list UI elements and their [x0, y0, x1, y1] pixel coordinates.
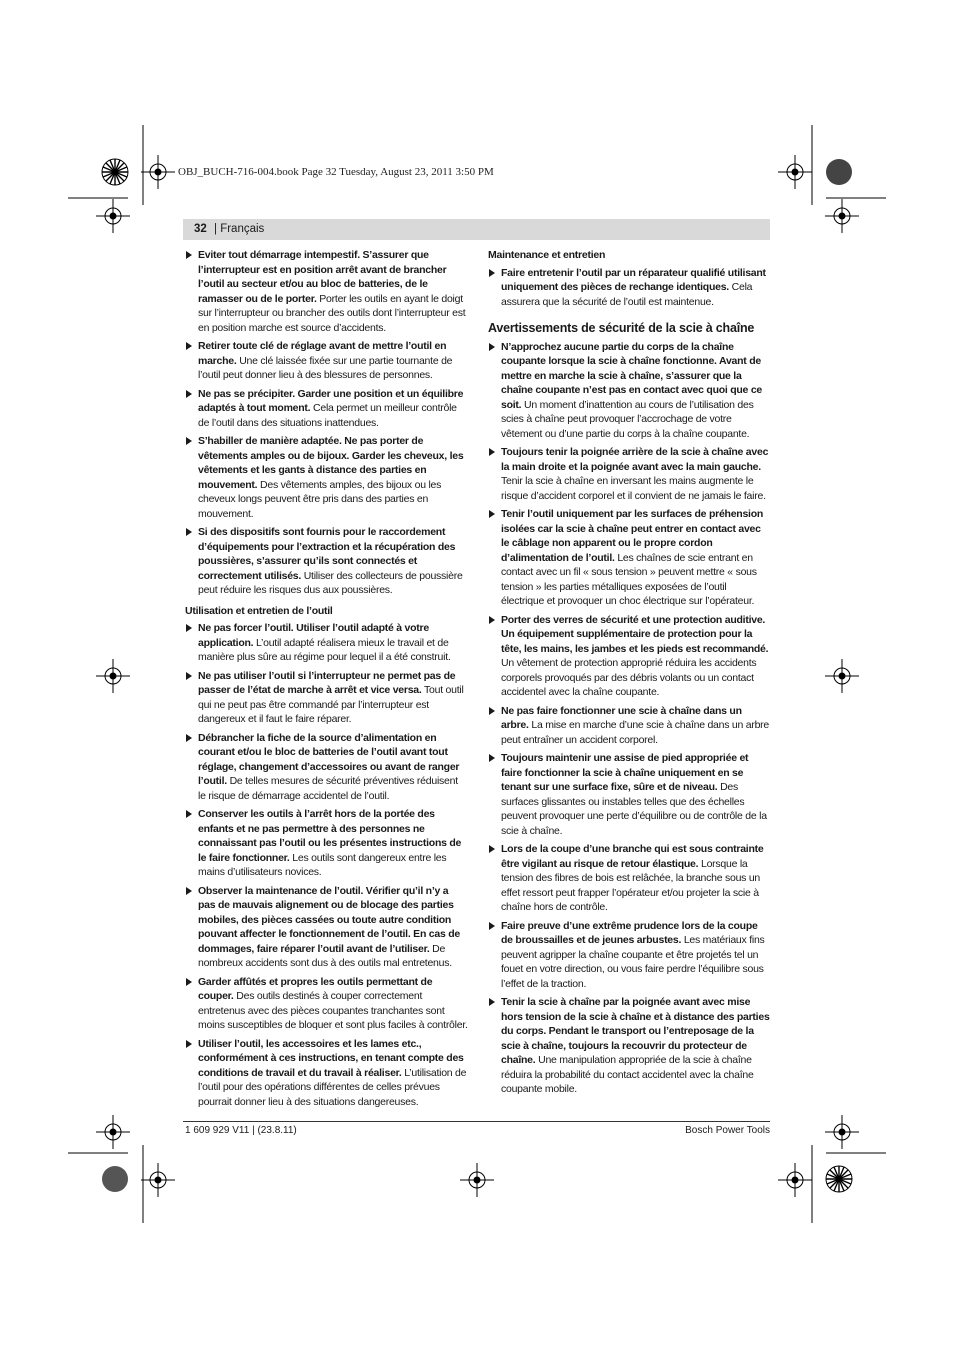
bullet-bold-text: Toujours tenir la poignée arrière de la scie à chaîne avec la main droite et la poignée avant avec la main gauche.: [501, 446, 769, 473]
left-column: [185, 248, 468, 1113]
crosshair-icon: [778, 1163, 812, 1197]
footer-brand: Bosch Power Tools: [685, 1125, 770, 1136]
bullet-triangle-icon: [489, 343, 495, 351]
subheading: Utilisation et entretien de l’outil: [185, 604, 333, 617]
print-slug: OBJ_BUCH-716-004.book Page 32 Tuesday, August 23, 2011 3:50 PM: [178, 166, 494, 178]
crosshair-icon: [778, 155, 812, 189]
bullet-bold-text: Si des dispositifs sont fournis pour le raccordement d’équipements pour l’extraction et la récupération des poussières, s’assurer qu’ils sont connectés et correctement utilisés.: [198, 526, 456, 582]
bullet-item: [488, 266, 771, 310]
bullet-bold-text: Retirer toute clé de réglage avant de mettre l’outil en marche.: [198, 340, 447, 367]
bullet-bold-text: Ne pas forcer l’outil. Utiliser l’outil adapté à votre application.: [198, 622, 429, 649]
bullet-item: [185, 807, 468, 880]
bullet-triangle-icon: [186, 624, 192, 632]
bullet-triangle-icon: [489, 448, 495, 456]
bullet-item: [185, 387, 468, 431]
bullet-body-text: Lorsque la tension des fibres de bois est relâchée, la branche sous un effet ressort peut frapper l’opérateur et/ou projeter la scie à chaîne hors de contrôle.: [501, 857, 761, 913]
bullet-item: [488, 507, 771, 609]
bullet-triangle-icon: [489, 922, 495, 930]
bullet-triangle-icon: [186, 1040, 192, 1048]
bullet-body-text: Porter les outils en ayant le doigt sur l’interrupteur ou brancher des outils dont l’interrupteur est en position marche est source d’accidents.: [198, 292, 466, 334]
bullet-bold-text: Toujours maintenir une assise de pied appropriée et faire fonctionner la scie à chaîne uniquement en se tenant sur une surface fixe, sûre et de niveau.: [501, 752, 749, 793]
bullet-item: [185, 248, 468, 335]
bullet-triangle-icon: [186, 734, 192, 742]
bullet-item: [488, 995, 771, 1097]
bullet-body-text: Les matériaux fins peuvent agripper la chaîne coupante et être projetés tel un fouet en votre direction, ou vous faire perdre l’équilibre sous l’effet de la traction.: [501, 934, 765, 990]
bullet-item: [185, 1037, 468, 1110]
header-language: | Français: [214, 223, 265, 235]
bullet-item: [185, 621, 468, 665]
bullet-bold-text: Débrancher la fiche de la source d’alimentation en courant et/ou le bloc de batteries de l’outil avant tout réglage, changement d’accessoires ou avant de ranger l’outil.: [198, 731, 460, 787]
footer-rule: [183, 1121, 770, 1122]
bullet-bold-text: Ne pas faire fonctionner une scie à chaîne dans un arbre.: [501, 704, 742, 731]
registration-dot-icon: [101, 1165, 129, 1193]
bullet-item: [185, 731, 468, 804]
registration-wheel-icon: [825, 1165, 853, 1193]
bullet-triangle-icon: [186, 390, 192, 398]
crosshair-icon: [96, 199, 130, 233]
bullet-triangle-icon: [186, 437, 192, 445]
bullet-triangle-icon: [489, 616, 495, 624]
bullet-triangle-icon: [489, 510, 495, 518]
right-column: [488, 248, 771, 1101]
bullet-bold-text: N’approchez aucune partie du corps de la chaîne coupante lorsque la scie à chaîne fonctionne. Avant de mettre en marche la scie à chaîne, s’assurer que la chaîne coupante n’est pas en contact avec quoi que ce soit.: [501, 340, 762, 411]
crosshair-icon: [141, 155, 175, 189]
crosshair-icon: [460, 1163, 494, 1197]
bullet-body-text: Tout outil qui ne peut pas être commandé par l’interrupteur est dangereux et il faut le faire réparer.: [198, 684, 464, 725]
bullet-item: [185, 975, 468, 1033]
bullet-item: [488, 340, 771, 442]
bullet-item: [488, 613, 771, 700]
bullet-triangle-icon: [489, 707, 495, 715]
section-heading: Avertissements de sécurité de la scie à chaîne: [488, 321, 755, 335]
bullet-item: [185, 525, 468, 598]
bullet-triangle-icon: [186, 978, 192, 986]
bullet-bold-text: Faire entretenir l’outil par un réparateur qualifié utilisant uniquement des pièces de rechange identiques.: [501, 266, 766, 293]
crosshair-icon: [141, 1163, 175, 1197]
crosshair-icon: [96, 659, 130, 693]
bullet-item: [488, 919, 771, 992]
bullet-body-text: Un vêtement de protection approprié réduira les accidents corporels provoqués par des débris volants ou un contact accidentel avec la chaîne coupante.: [501, 657, 757, 698]
bullet-item: [185, 669, 468, 727]
bullet-triangle-icon: [489, 845, 495, 853]
bullet-bold-text: Ne pas se précipiter. Garder une position et un équilibre adaptés à tout moment.: [198, 387, 464, 414]
bullet-bold-text: Utiliser l’outil, les accessoires et les lames etc., conformément à ces instructions, en tenant compte des conditions de travail et du travail à réaliser.: [198, 1037, 464, 1079]
crosshair-icon: [96, 1115, 130, 1149]
bullet-item: [185, 884, 468, 971]
bullet-bold-text: Lors de la coupe d’une branche qui est sous contrainte être vigilant au risque de retour élastique.: [501, 843, 764, 870]
bullet-bold-text: Tenir la scie à chaîne par la poignée avant avec mise hors tension de la scie à chaîne et à distance des parties du corps. Pendant le transport ou l’entreposage de la scie à chaîne, toujours la recouvrir du protecteur de chaîne.: [501, 996, 770, 1066]
bullet-body-text: Une clé laissée fixée sur une partie tournante de l’outil peut donner lieu à des blessures de personnes.: [198, 354, 453, 381]
bullet-bold-text: Porter des verres de sécurité et une protection auditive. Un équipement supplémentaire de protection pour la tête, les mains, les jambes et les pieds est recommandé.: [501, 613, 769, 655]
bullet-triangle-icon: [489, 269, 495, 277]
bullet-bold-text: Eviter tout démarrage intempestif. S’assurer que l’interrupteur est en position arrêt avant de brancher l’outil au secteur et/ou au bloc de batteries, de le ramasser ou de le porter.: [198, 249, 447, 305]
bullet-bold-text: Observer la maintenance de l’outil. Vérifier qu’il n’y a pas de mauvais alignement ou de blocage des parties mobiles, des pièces cassées ou toute autre condition pouvant affecter le fonctionnement de l’outil. En cas de dommages, faire réparer l’outil avant de l’utiliser.: [198, 884, 460, 955]
crosshair-icon: [825, 1115, 859, 1149]
bullet-body-text: Une manipulation appropriée de la scie à chaîne réduira la probabilité du contact accidentel avec la chaîne coupante mobile.: [501, 1054, 754, 1095]
bullet-triangle-icon: [186, 528, 192, 536]
bullet-triangle-icon: [489, 754, 495, 762]
bullet-bold-text: S’habiller de manière adaptée. Ne pas porter de vêtements amples ou de bijoux. Garder les cheveux, les vêtements et les gants à distance des parties en mouvement.: [198, 435, 464, 491]
bullet-triangle-icon: [186, 887, 192, 895]
bullet-body-text: Tenir la scie à chaîne en inversant les mains augmente le risque d’accident corporel et il convient de ne jamais le faire.: [501, 475, 766, 502]
bullet-triangle-icon: [186, 342, 192, 350]
bullet-body-text: De nombreux accidents sont dus à des outils mal entretenus.: [198, 942, 452, 969]
page-number: 32: [194, 223, 207, 235]
page-header: [183, 219, 770, 240]
bullet-body-text: Les outils sont dangereux entre les mains d’utilisateurs novices.: [198, 851, 447, 878]
bullet-body-text: De telles mesures de sécurité préventives réduisent le risque de démarrage accidentel de l’outil.: [198, 775, 458, 802]
bullet-body-text: Les chaînes de scie entrant en contact avec un fil « sous tension » peuvent mettre « sous tension » les parties métalliques exposées de l’outil électrique et provoquer un choc électrique sur l’opérateur.: [501, 551, 757, 607]
bullet-body-text: L’utilisation de l’outil pour des opérations différentes de celles prévues pourrait donner lieu à des situations dangereuses.: [198, 1066, 467, 1108]
bullet-bold-text: Garder affûtés et propres les outils permettant de couper.: [198, 975, 433, 1002]
bullet-body-text: La mise en marche d’une scie à chaîne dans un arbre peut entraîner un accident corporel.: [501, 719, 770, 746]
bullet-body-text: L’outil adapté réalisera mieux le travail et de manière plus sûre au régime pour lequel il a été construit.: [198, 636, 451, 663]
bullet-triangle-icon: [186, 251, 192, 259]
bullet-body-text: Des vêtements amples, des bijoux ou les cheveux longs peuvent être pris dans des parties en mouvement.: [198, 478, 442, 520]
bullet-bold-text: Faire preuve d’une extrême prudence lors de la coupe de broussailles et de jeunes arbustes.: [501, 919, 758, 946]
bullet-bold-text: Ne pas utiliser l’outil si l’interrupteur ne permet pas de passer de l’état de marche à arrêt et vice versa.: [198, 669, 456, 696]
crosshair-icon: [825, 659, 859, 693]
bullet-item: [488, 445, 771, 503]
bullet-bold-text: Tenir l’outil uniquement par les surfaces de préhension isolées car la scie à chaîne peut entrer en contact avec le câblage non apparent ou le propre cordon d’alimentation de l’outil.: [501, 508, 764, 564]
bullet-triangle-icon: [186, 672, 192, 680]
bullet-item: [488, 704, 771, 748]
bullet-body-text: Cela permet un meilleur contrôle de l’outil dans des situations inattendues.: [198, 402, 457, 429]
bullet-triangle-icon: [186, 810, 192, 818]
bullet-body-text: Des surfaces glissantes ou instables telles que des échelles peuvent provoquer une perte d’équilibre ou de contrôle de la scie à chaîne.: [501, 781, 767, 837]
bullet-item: [185, 434, 468, 521]
bullet-body-text: Utiliser des collecteurs de poussière peut réduire les risques dus aux poussières.: [198, 569, 463, 596]
bullet-item: [488, 751, 771, 838]
bullet-item: [488, 842, 771, 915]
bullet-body-text: Des outils destinés à couper correctement entretenus avec des pièces coupantes tranchantes sont moins susceptibles de bloquer et sont plus faciles à contrôler.: [198, 990, 468, 1031]
subheading: Maintenance et entretien: [488, 249, 606, 261]
bullet-bold-text: Conserver les outils à l’arrêt hors de la portée des enfants et ne pas permettre à des personnes ne connaissant pas l’outil ou les présentes instructions de le faire fonctionner.: [198, 808, 462, 864]
bullet-body-text: Cela assurera que la sécurité de l’outil est maintenue.: [501, 281, 753, 308]
bullet-triangle-icon: [489, 998, 495, 1006]
bullet-item: [185, 339, 468, 383]
crosshair-icon: [825, 199, 859, 233]
bullet-body-text: Un moment d’inattention au cours de l’utilisation des scies à chaîne peut provoquer l’accrochage de votre vêtement ou d’une partie du corps à la chaîne coupante.: [501, 398, 754, 440]
registration-dot-icon: [825, 158, 853, 186]
footer-doc-number: 1 609 929 V11 | (23.8.11): [185, 1125, 297, 1136]
registration-wheel-icon: [101, 158, 129, 186]
